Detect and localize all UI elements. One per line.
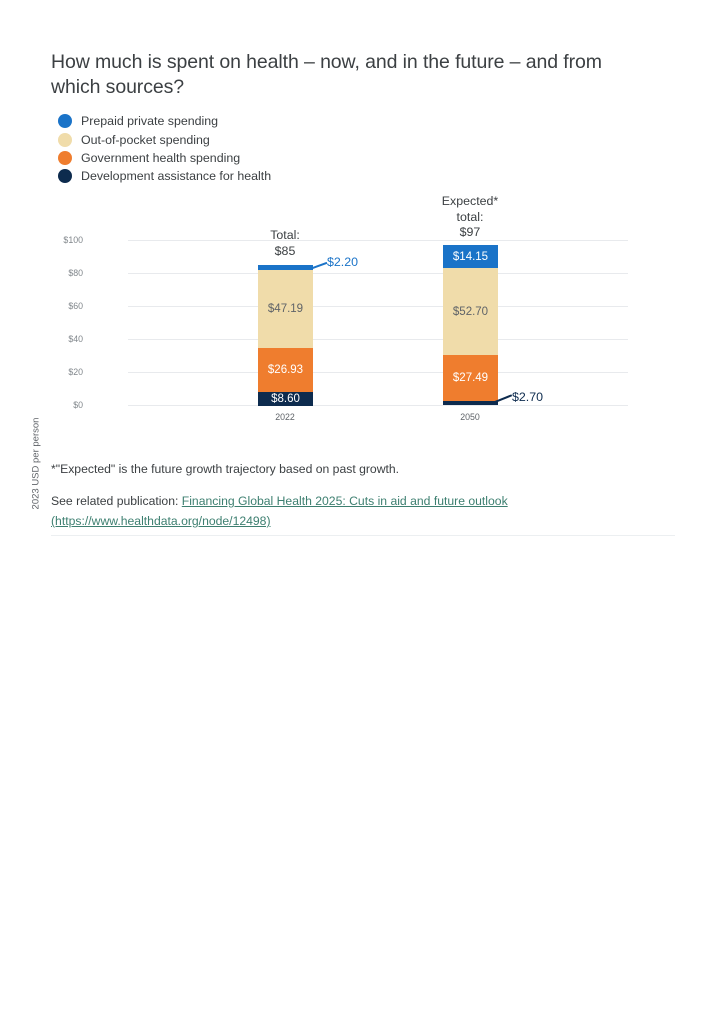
bar-segment-label: $26.93 [267, 363, 304, 376]
gridline [128, 240, 628, 241]
legend-dot-icon [58, 133, 72, 147]
legend-item-label: Prepaid private spending [81, 114, 219, 129]
y-axis-tick-label: $20 [68, 367, 83, 377]
bar-segment-government-2022[interactable] [258, 348, 313, 392]
bar-segment-label: $8.60 [271, 393, 300, 406]
bar-segment-out-of-pocket-2022[interactable] [258, 270, 313, 348]
bar-segment-label: $14.15 [452, 250, 489, 263]
bar-segment-government-2050[interactable] [443, 355, 498, 400]
total-label-line: Expected* [441, 194, 499, 208]
gridline [128, 405, 628, 406]
legend-item-development-assistance-for-health[interactable] [58, 167, 458, 185]
gridline [128, 306, 628, 307]
bar-segment-out-of-pocket-2050[interactable] [443, 268, 498, 355]
bar-segment-label: $47.19 [267, 302, 304, 315]
callout-label-2-20: $2.20 [327, 255, 359, 269]
related-publication-link[interactable]: Financing Global Health 2025: Cuts in aid and future outlook (https://www.healthdata.org/node/12498) [51, 494, 508, 528]
legend-dot-icon [58, 151, 72, 165]
y-axis-title: 2023 USD per person [30, 417, 42, 510]
bar-segment-development-assistance-2050[interactable] [443, 401, 498, 406]
legend-item-out-of-pocket-spending[interactable] [58, 130, 458, 148]
total-label-line: $85 [274, 243, 296, 258]
legend-dot-icon [58, 169, 72, 183]
bar-total-label-2022 [270, 228, 300, 259]
bar-segment-development-assistance-2022[interactable] [258, 392, 313, 406]
y-axis-tick-label: $60 [68, 301, 83, 311]
legend-item-label: Government health spending [81, 150, 241, 165]
callout-label-2-70: $2.70 [512, 390, 544, 404]
y-axis-tick-label: $80 [68, 268, 83, 278]
y-axis-tick-label: $0 [73, 400, 83, 410]
x-axis-tick-label-2022: 2022 [275, 412, 295, 422]
footer-divider [51, 535, 675, 536]
gridline [128, 273, 628, 274]
total-label-line: Total: [270, 228, 300, 242]
y-axis-tick-label: $100 [63, 235, 83, 245]
legend-dot-icon [58, 114, 72, 128]
bar-segment-label: $27.49 [452, 371, 489, 384]
total-label-line: total: [456, 209, 484, 224]
bar-total-label-2050 [442, 194, 498, 241]
related-publication [51, 491, 671, 531]
page-title: How much is spent on health – now, and in the future – and from which sources? [51, 51, 602, 98]
related-publication-prefix: See related publication: [51, 494, 179, 508]
legend-item-label: Out-of-pocket spending [81, 132, 210, 147]
bar-segment-label: $52.70 [452, 305, 489, 318]
bar-segment-prepaid-private-2050[interactable] [443, 245, 498, 268]
gridline [128, 339, 628, 340]
total-label-line: $97 [459, 225, 481, 239]
legend-item-prepaid-private-spending[interactable] [58, 112, 458, 130]
legend-item-label: Development assistance for health [81, 169, 272, 184]
y-axis-tick-label: $40 [68, 334, 83, 344]
footnote-text: *"Expected" is the future growth trajectory based on past growth. [51, 462, 400, 476]
legend-item-government-health-spending[interactable] [58, 149, 458, 167]
gridline [128, 372, 628, 373]
chart-legend [58, 112, 458, 186]
x-axis-tick-label-2050: 2050 [460, 412, 480, 422]
